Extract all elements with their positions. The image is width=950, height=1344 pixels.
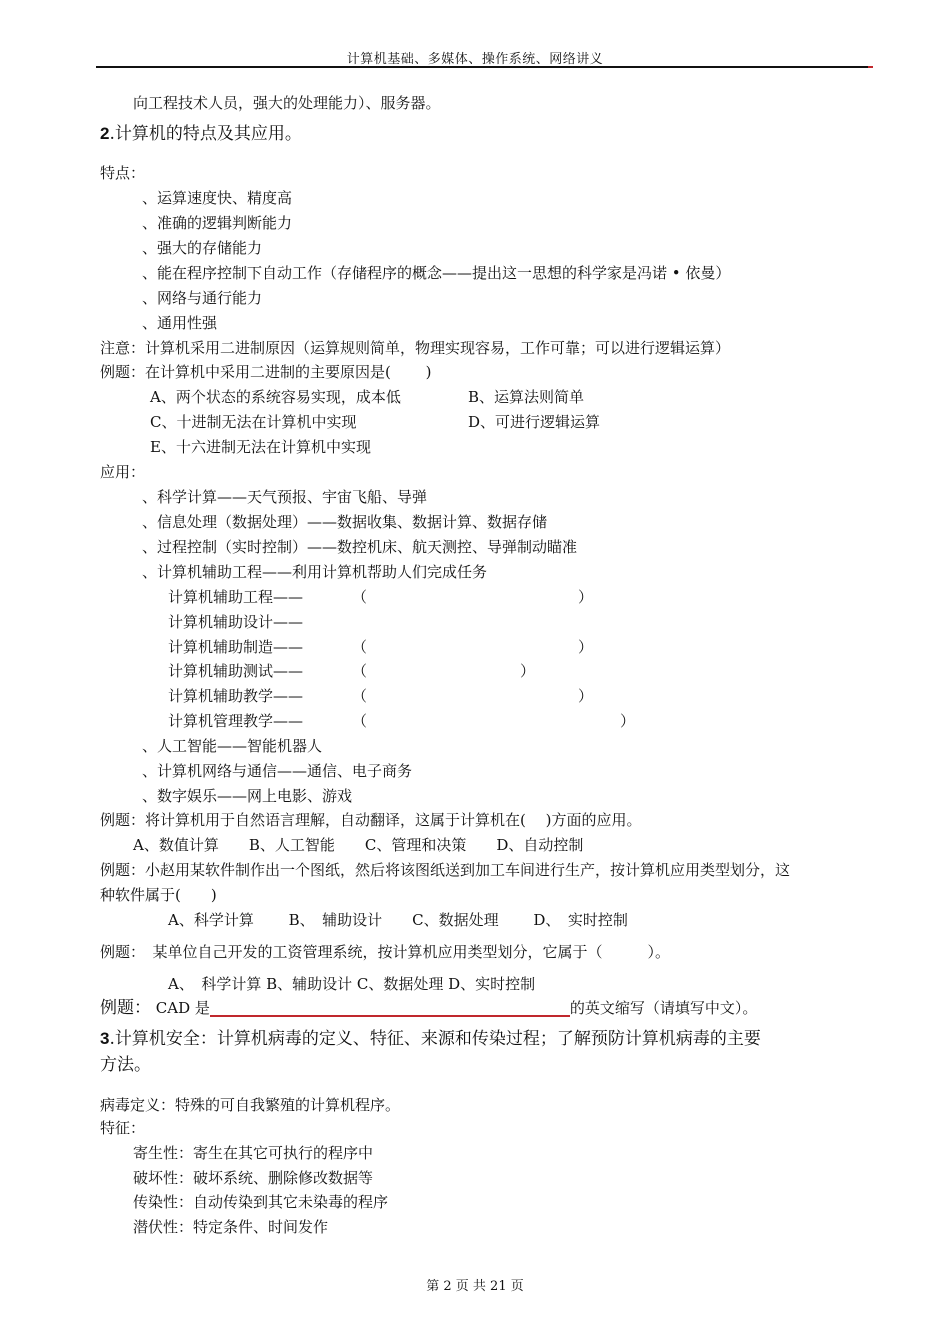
paren-open: （ — [352, 662, 368, 680]
paren-close: ） — [620, 712, 636, 730]
sub-item-label: 计算机辅助设计—— — [168, 613, 304, 631]
paren-close: ） — [578, 638, 594, 656]
fill-in-question — [100, 998, 757, 1018]
list-item: 、通用性强 — [142, 314, 218, 332]
sub-item-label: 计算机辅助制造—— — [168, 638, 304, 656]
list-item: 、网络与通行能力 — [142, 289, 263, 307]
text-line: 向工程技术人员，强大的处理能力）、服务器。 — [133, 94, 441, 112]
header-title: 计算机基础、多媒体、操作系统、网络讲义 — [346, 52, 604, 67]
list-item: 寄生性：寄生在其它可执行的程序中 — [133, 1144, 374, 1162]
note-line: 注意：计算机采用二进制原因（运算规则简单，物理实现容易，工作可靠；可以进行逻辑运算） — [100, 339, 731, 357]
answer-blank — [210, 1015, 570, 1017]
option-b: B、运算法则简单 — [468, 388, 585, 406]
list-item: 、信息处理（数据处理）——数据收集、数据计算、数据存储 — [142, 513, 548, 531]
paren-close: ） — [520, 662, 536, 680]
list-item: 、科学计算——天气预报、宇宙飞船、导弹 — [142, 488, 428, 506]
section-title-cont: 方法。 — [100, 1055, 151, 1075]
paren-open: （ — [352, 712, 368, 730]
section-heading-3 — [100, 1029, 761, 1049]
paren-open: （ — [352, 687, 368, 705]
page-number: 第 2 页 共 21 页 — [426, 1279, 524, 1294]
list-item: 、运算速度快、精度高 — [142, 189, 293, 207]
list-item: 、人工智能——智能机器人 — [142, 737, 323, 755]
question-suffix: 的英文缩写（请填写中文）。 — [569, 999, 758, 1017]
header-rule — [96, 66, 873, 68]
example-options: A、数值计算 B、人工智能 C、管理和决策 D、自动控制 — [133, 836, 584, 854]
paren-close: ） — [578, 687, 594, 705]
list-item: 传染性：自动传染到其它未染毒的程序 — [133, 1193, 389, 1211]
list-item: 、计算机辅助工程——利用计算机帮助人们完成任务 — [142, 563, 488, 581]
example-question: 例题：在计算机中采用二进制的主要原因是( ) — [100, 363, 432, 381]
virus-definition: 病毒定义：特殊的可自我繁殖的计算机程序。 — [100, 1096, 401, 1114]
example-question: 例题：将计算机用于自然语言理解，自动翻译，这属于计算机在( )方面的应用。 — [100, 811, 642, 829]
sub-item-label: 计算机辅助测试—— — [168, 662, 304, 680]
paren-close: ） — [578, 588, 594, 606]
list-item: 破坏性：破坏系统、删除修改数据等 — [133, 1169, 374, 1187]
list-item: 、能在程序控制下自动工作（存储程序的概念——提出这一思想的科学家是冯诺 • 依曼） — [142, 264, 731, 282]
list-item: 、过程控制（实时控制）——数控机床、航天测控、导弹制动瞄准 — [142, 538, 578, 556]
section-heading-2 — [100, 124, 302, 144]
sub-item-label: 计算机辅助教学—— — [168, 687, 304, 705]
example-question-cont: 种软件属于( ) — [100, 886, 217, 904]
example-question: 例题： 某单位自己开发的工资管理系统，按计算机应用类型划分，它属于（ ）。 — [100, 943, 671, 961]
section-number: 3 — [100, 1029, 110, 1048]
list-item: 潜伏性：特定条件、时间发作 — [133, 1218, 329, 1236]
features-label: 特点： — [100, 164, 146, 182]
example-options: A、 科学计算 B、辅助设计 C、数据处理 D、实时控制 — [168, 975, 536, 993]
list-item: 、数字娱乐——网上电影、游戏 — [142, 787, 353, 805]
question-prefix: CAD 是 — [155, 999, 210, 1017]
option-e: E、十六进制无法在计算机中实现 — [150, 438, 371, 456]
header-rule-accent — [868, 66, 873, 68]
example-options: A、科学计算 B、 辅助设计 C、数据处理 D、 实时控制 — [168, 911, 628, 929]
sub-item-label: 计算机管理教学—— — [168, 712, 304, 730]
option-d: D、可进行逻辑运算 — [468, 413, 601, 431]
paren-open: （ — [352, 638, 368, 656]
list-item: 、计算机网络与通信——通信、电子商务 — [142, 762, 413, 780]
list-item: 、强大的存储能力 — [142, 239, 263, 257]
option-c: C、十进制无法在计算机中实现 — [150, 413, 357, 431]
applications-label: 应用： — [100, 463, 146, 481]
traits-label: 特征： — [100, 1119, 146, 1137]
list-item: 、准确的逻辑判断能力 — [142, 214, 293, 232]
option-a: A、两个状态的系统容易实现，成本低 — [150, 388, 401, 406]
example-question: 例题：小赵用某软件制作出一个图纸，然后将该图纸送到加工车间进行生产，按计算机应用类型划分，这 — [100, 861, 791, 879]
paren-open: （ — [352, 588, 368, 606]
example-label: 例题： — [100, 998, 151, 1018]
section-title: .计算机安全：计算机病毒的定义、特征、来源和传染过程；了解预防计算机病毒的主要 — [109, 1029, 761, 1049]
section-title: .计算机的特点及其应用。 — [109, 124, 302, 144]
section-number: 2 — [100, 124, 110, 143]
sub-item-label: 计算机辅助工程—— — [168, 588, 304, 606]
